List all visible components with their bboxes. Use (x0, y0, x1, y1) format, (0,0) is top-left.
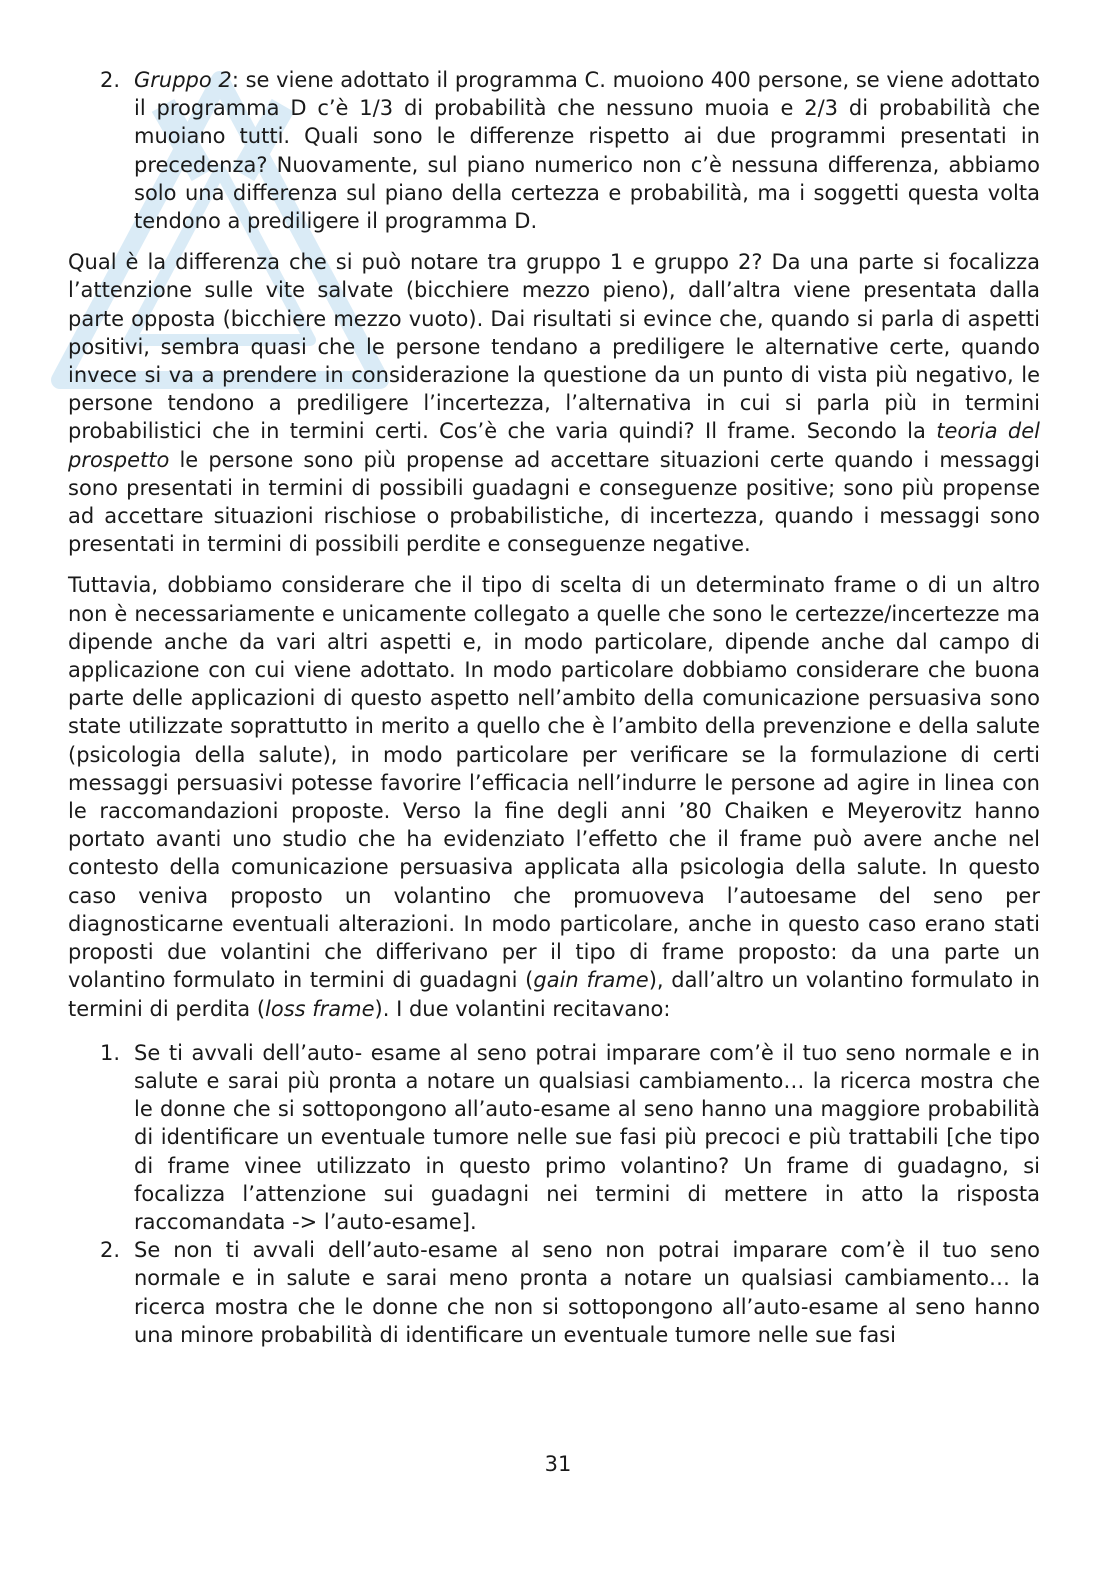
list-item-text: : se viene adottato il programma C. muoiono 400 persone, se viene adottato il programma D c’è 1/3 di probabilità che nessuno muoia e 2/3 di probabilità che muoiano tutti. Quali sono le differenze rispetto ai due programmi presentati in precedenza? Nuovamente, sul piano numerico non c’è nessuna differenza, abbiamo solo una differenza sul piano della certezza e probabilità, ma i soggetti questa volta tendono a prediligere il programma D. (134, 68, 1041, 234)
list-item-number: 2. (100, 1238, 121, 1263)
list-item-text: Se ti avvali dell’auto- esame al seno potrai imparare com’è il tuo seno normale e in salute e sarai più pronta a notare un qualsiasi cambiamento… la ricerca mostra che le donne che si sottopongono all’auto-esame al seno hanno una maggiore probabilità di identificare un eventuale tumore nelle sue fasi più precoci e più trattabili [che tipo di frame vinee utilizzato in questo primo volantino? Un frame di guadagno, si focalizza l’attenzione sui guadagni nei termini di mettere in atto la risposta raccomandata -> l’auto-esame]. (134, 1040, 1040, 1234)
list-item-text: Se non ti avvali dell’auto-esame al seno non potrai imparare com’è il tuo seno normale e in salute e sarai meno pronta a notare un qualsiasi cambiamento… la ricerca mostra che le donne che non si sottopongono all’auto-esame al seno hanno una minore probabilità di identificare un eventuale tumore nelle sue fasi (134, 1238, 1040, 1347)
list-item-number: 2. (100, 68, 121, 92)
list-item-lead: Gruppo 2 (134, 68, 232, 92)
emphasis-loss-frame: loss frame (265, 996, 375, 1021)
document-page (68, 66, 1040, 1362)
list-top (68, 66, 1040, 235)
list-item (68, 1236, 1040, 1349)
list-item (68, 1039, 1040, 1236)
list-leaflets (68, 1039, 1040, 1349)
list-item (68, 66, 1040, 235)
paragraph-prospect-theory: Qual è la differenza che si può notare tra gruppo 1 e gruppo 2? Da una parte si focalizza l’attenzione sulle vite salvate (bicchiere mezzo pieno), dall’altra viene presentata dalla parte opposta (bicchiere mezzo vuoto). Dai risultati si evince che, quando si parla di aspetti positivi, sembra quasi che le persone tendano a prediligere le alternative certe, quando invece si va a prendere in considerazione la questione da un punto di vista più negativo, le persone tendono a prediligere l’incertezza, l’alternativa in cui si parla più in termini probabilistici che in termini certi. Cos’è che varia quindi? Il frame. Secondo la teoria del prospetto le persone sono più propense ad accettare situazioni certe quando i messaggi sono presentati in termini di possibili guadagni e conseguenze positive; sono più propense ad accettare situazioni rischiose o probabilistiche, di incertezza, quando i messaggi sono presentati in termini di possibili perdite e conseguenze negative. (68, 250, 1040, 557)
paragraph-health-framing: Tuttavia, dobbiamo considerare che il tipo di scelta di un determinato frame o di un altro non è necessariamente e unicamente collegato a quelle che sono le certezze/incertezze ma dipende anche da vari altri aspetti e, in modo particolare, dipende anche dal campo di applicazione con cui viene adottato. In modo particolare dobbiamo considerare che buona parte delle applicazioni di questo aspetto nell’ambito della comunicazione persuasiva sono state utilizzate soprattutto in merito a quello che è l’ambito della prevenzione e della salute (psicologia della salute), in modo particolare per verificare se la formulazione di certi messaggi persuasivi potesse favorire l’efficacia nell’indurre le persone ad agire in linea con le raccomandazioni proposte. Verso la fine degli anni ’80 Chaiken e Meyerovitz hanno portato avanti uno studio che ha evidenziato l’effetto che il frame può avere anche nel contesto della comunicazione persuasiva applicata alla psicologia della salute. In questo caso veniva proposto un volantino che promuoveva l’autoesame del seno per diagnosticarne eventuali alterazioni. In modo particolare, anche in questo caso erano stati proposti due volantini che differivano per il tipo di frame proposto: da una parte un volantino formulato in termini di guadagni (gain frame), dall’altro un volantino formulato in termini di perdita (loss frame). I due volantini recitavano: (68, 573, 1040, 1021)
page-number: 31 (544, 1452, 572, 1476)
emphasis-gain-frame: gain frame (533, 968, 649, 993)
list-item-number: 1. (100, 1040, 121, 1065)
emphasis-teoria-del-prospetto: teoria del prospetto (68, 419, 1040, 472)
